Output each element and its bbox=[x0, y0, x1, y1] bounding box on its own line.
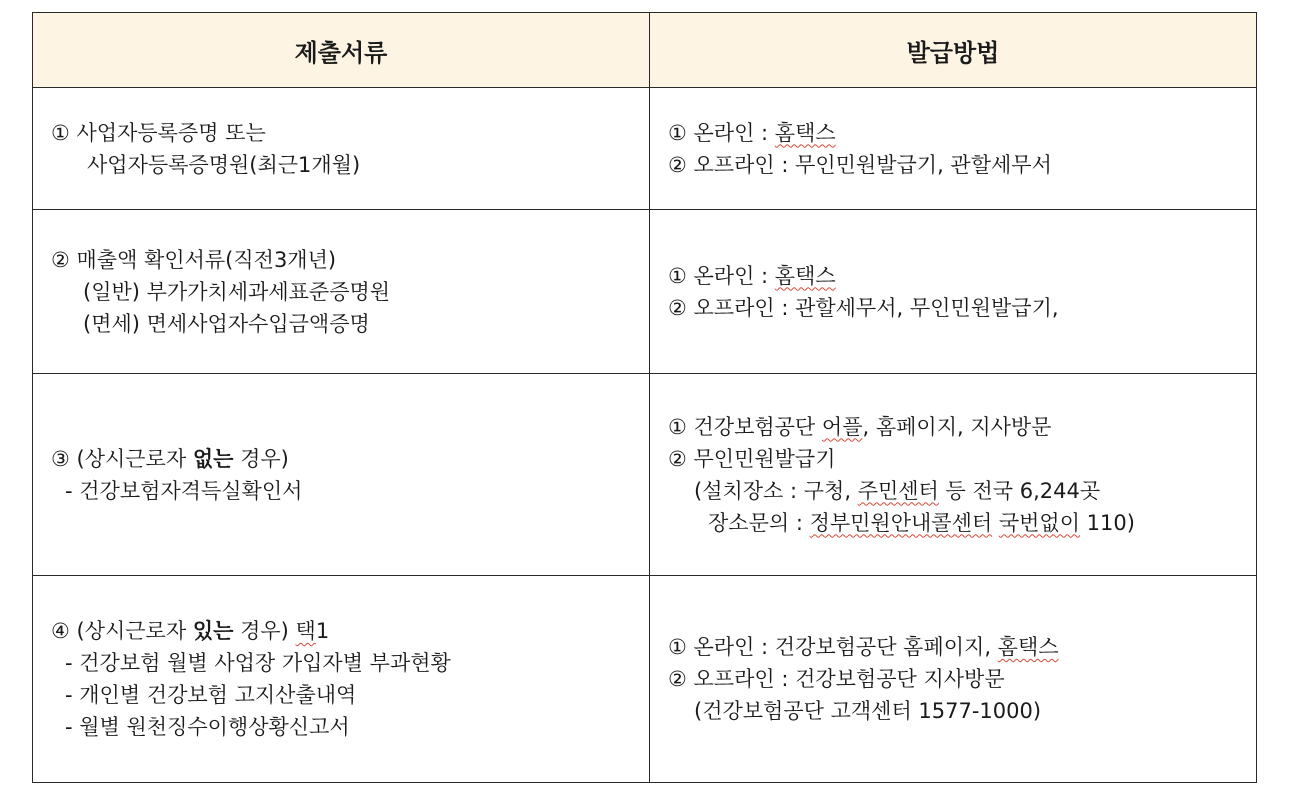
method-line: ② 오프라인 : 건강보험공단 지사방문 bbox=[668, 667, 1005, 691]
method-line: ② 오프라인 : 무인민원발급기, 관할세무서 bbox=[668, 152, 1052, 177]
method-line: ② 무인민원발급기 bbox=[668, 446, 836, 471]
method-line: 장소문의 : 정부민원안내콜센터 국번없이 110) bbox=[708, 510, 1135, 535]
docs-line: (일반) 부가가치세과세표준증명원 bbox=[83, 279, 391, 304]
docs-line: - 건강보험자격득실확인서 bbox=[65, 478, 303, 503]
method-line: ① 온라인 : 홈택스 bbox=[668, 120, 836, 145]
table-row bbox=[33, 374, 1257, 576]
docs-line: 사업자등록증명원(최근1개월) bbox=[87, 152, 361, 177]
docs-line: ① 사업자등록증명 또는 bbox=[51, 120, 266, 145]
method-cell bbox=[650, 374, 1257, 576]
spellcheck-word: 주민센터 bbox=[857, 478, 939, 503]
spellcheck-word: 어플 bbox=[821, 414, 863, 439]
docs-line: - 월별 원천징수이행상황신고서 bbox=[65, 715, 350, 739]
spellcheck-word: 정부민원안내콜센터 bbox=[809, 510, 993, 535]
spellcheck-word: 국번없이 bbox=[998, 510, 1080, 535]
method-cell bbox=[650, 210, 1257, 374]
method-cell bbox=[650, 88, 1257, 210]
method-line: (설치장소 : 구청, 주민센터 등 전국 6,244곳 bbox=[694, 478, 1101, 503]
docs-line: (면세) 면세사업자수입금액증명 bbox=[83, 311, 370, 336]
header-method: 발급방법 bbox=[650, 13, 1257, 88]
docs-line: ④ (상시근로자 있는 경우) 택1 bbox=[51, 619, 330, 643]
method-cell bbox=[650, 576, 1257, 783]
docs-line: ② 매출액 확인서류(직전3개년) bbox=[51, 247, 337, 272]
docs-line: - 개인별 건강보험 고지산출내역 bbox=[65, 683, 357, 707]
header-row bbox=[33, 13, 1257, 88]
spellcheck-word: 택 bbox=[295, 619, 316, 643]
docs-cell bbox=[33, 210, 650, 374]
method-line: ② 오프라인 : 관할세무서, 무인민원발급기, bbox=[668, 295, 1059, 320]
table-row bbox=[33, 576, 1257, 783]
spellcheck-word: 홈택스 bbox=[774, 263, 836, 288]
spellcheck-word: 홈택스 bbox=[997, 635, 1059, 659]
document-table bbox=[32, 12, 1257, 783]
docs-cell bbox=[33, 88, 650, 210]
docs-line: ③ (상시근로자 없는 경우) bbox=[51, 446, 289, 471]
docs-cell bbox=[33, 576, 650, 783]
docs-cell bbox=[33, 374, 650, 576]
method-line: ① 건강보험공단 어플, 홈페이지, 지사방문 bbox=[668, 414, 1052, 439]
method-line: ① 온라인 : 건강보험공단 홈페이지, 홈택스 bbox=[668, 635, 1059, 659]
table-row bbox=[33, 88, 1257, 210]
method-line: ① 온라인 : 홈택스 bbox=[668, 263, 836, 288]
table-row bbox=[33, 210, 1257, 374]
spellcheck-word: 홈택스 bbox=[774, 120, 836, 145]
docs-line: - 건강보험 월별 사업장 가입자별 부과현황 bbox=[65, 651, 451, 675]
header-docs: 제출서류 bbox=[33, 13, 650, 88]
method-line: (건강보험공단 고객센터 1577-1000) bbox=[694, 699, 1042, 723]
